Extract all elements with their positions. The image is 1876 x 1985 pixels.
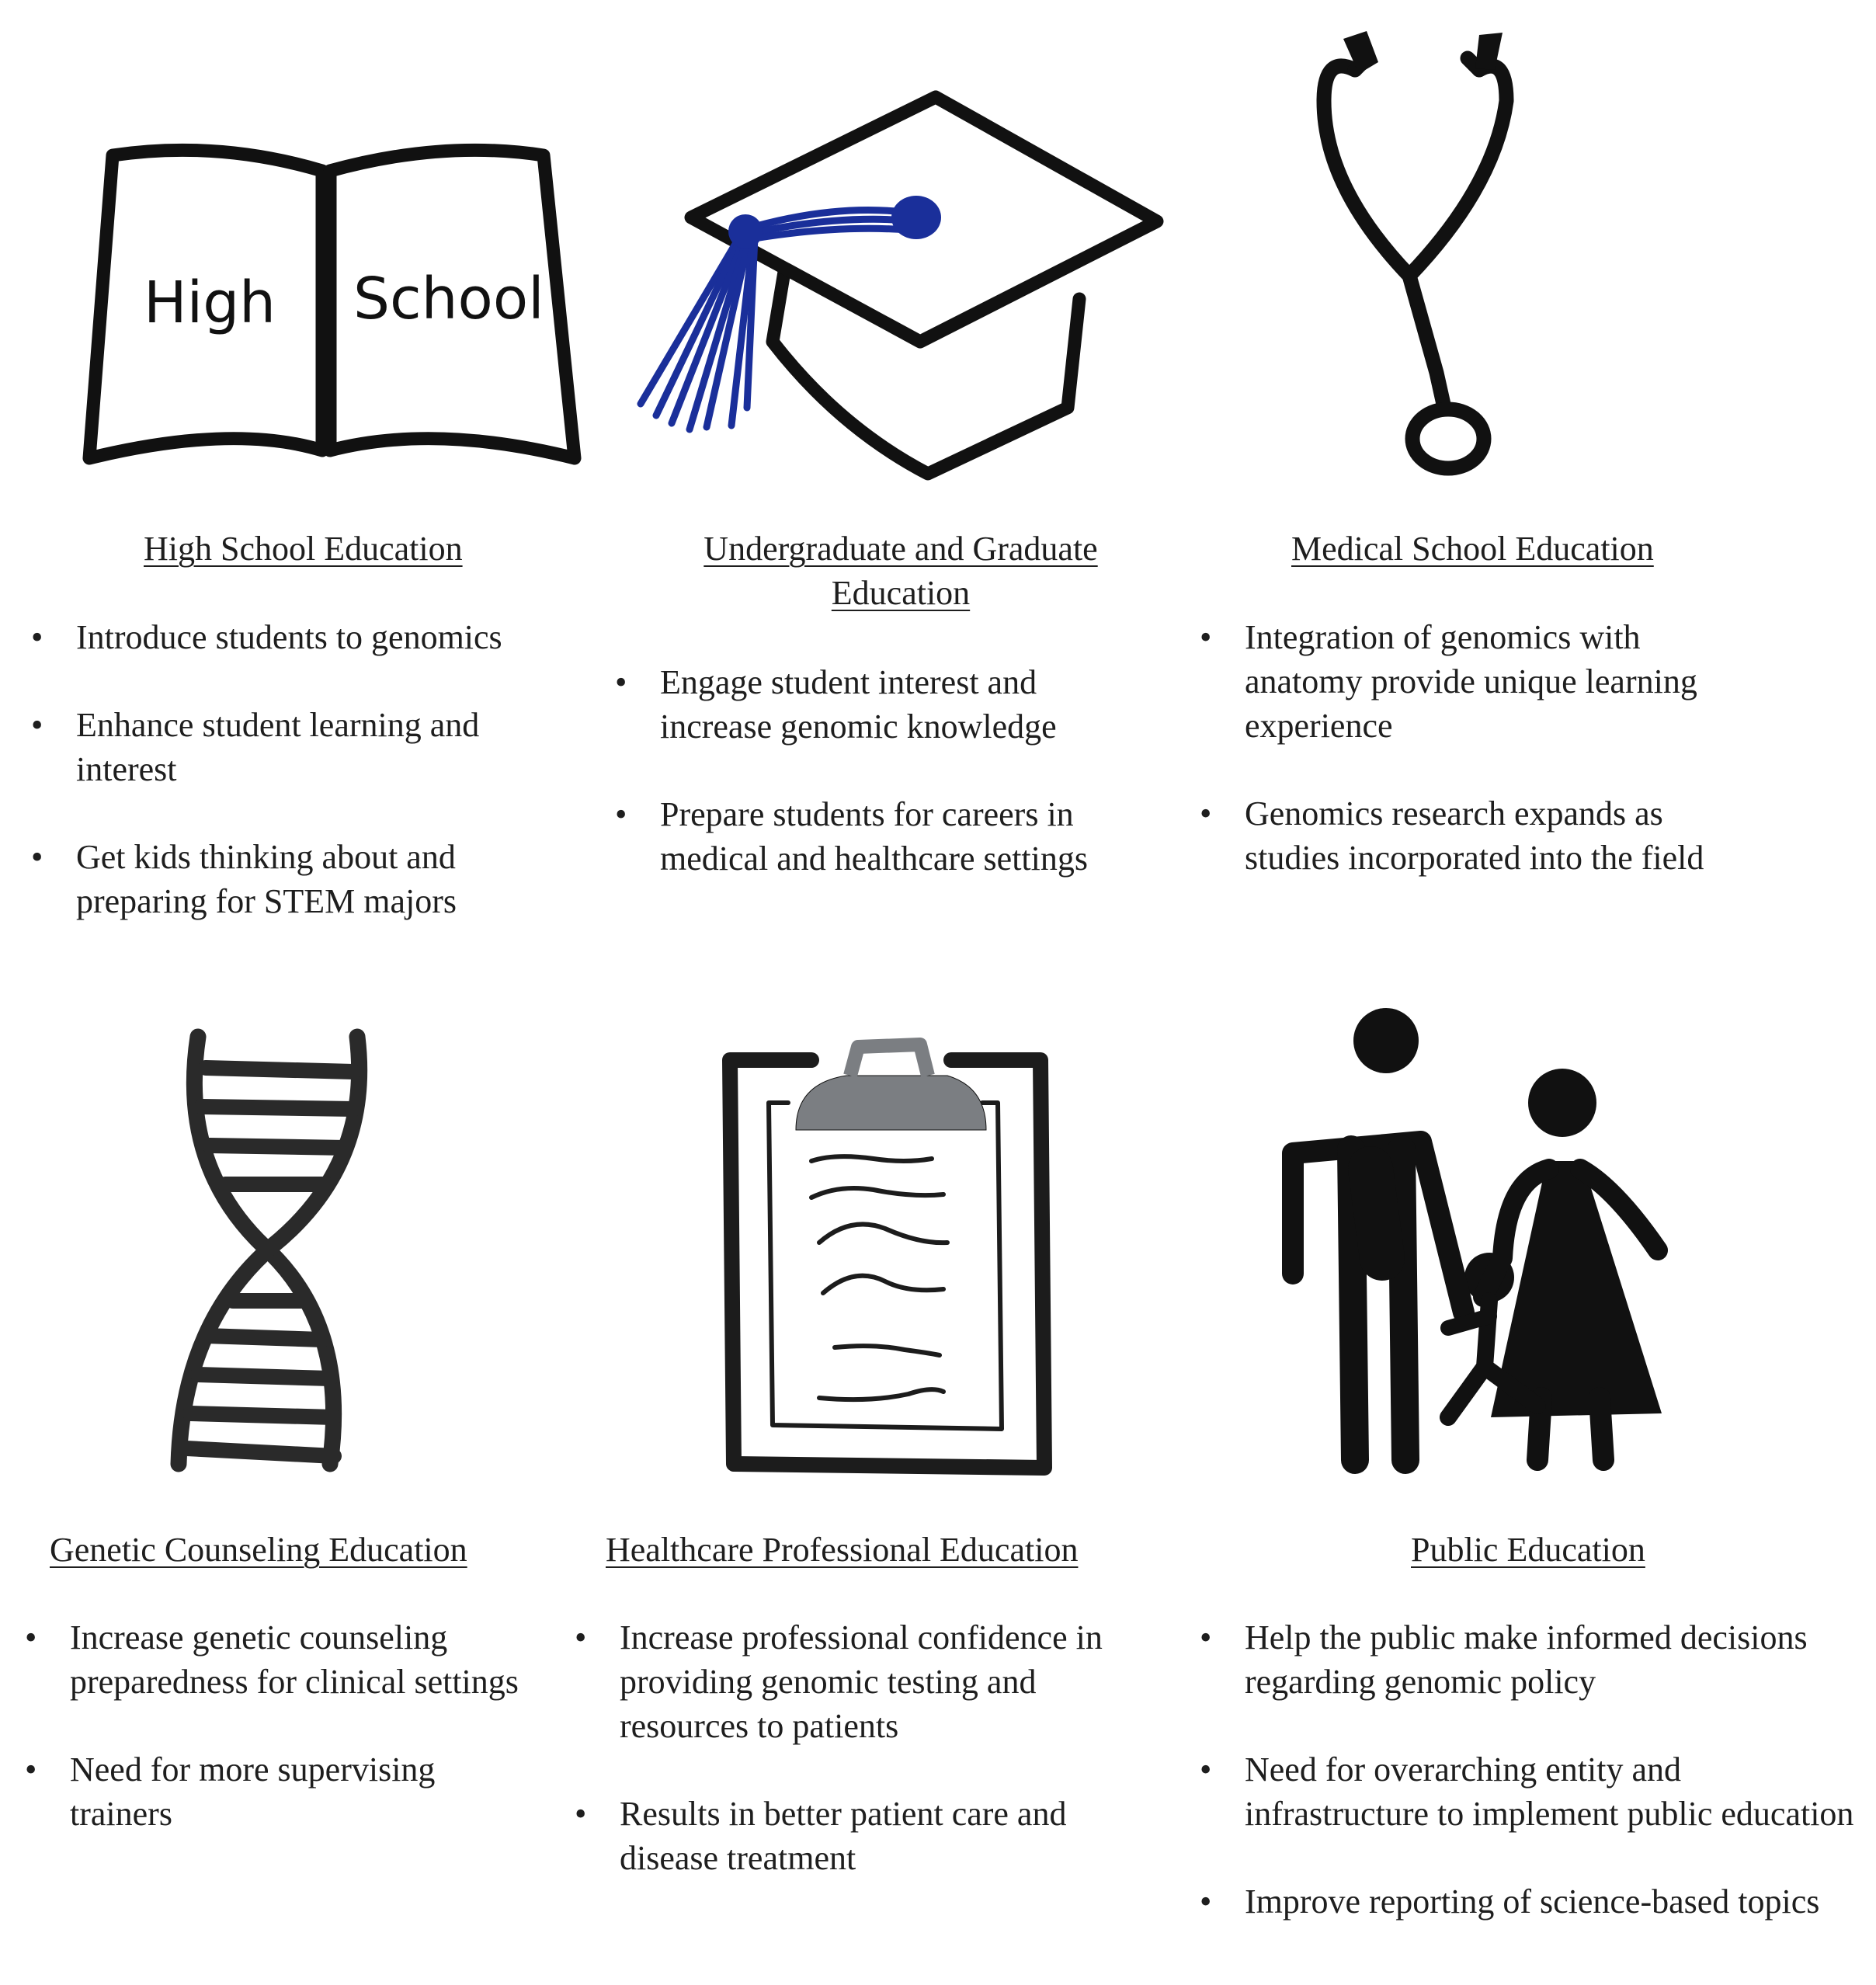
panel-title-healthcare-professional: Healthcare Professional Education [606,1531,1079,1569]
list-item: • Increase genetic counseling preparedness for clinical settings [25,1615,537,1704]
list-item: • Engage student interest and increase genomic knowledge [615,660,1151,749]
list-item: • Prepare students for careers in medical and healthcare settings [615,792,1151,881]
panel-title-undergraduate: Undergraduate and Graduate Education [704,530,1098,612]
list-item: • Genomics research expands as studies incorporated into the field [1200,791,1759,880]
stethoscope-icon [1281,16,1576,489]
panel-title-genetic-counseling: Genetic Counseling Education [50,1531,467,1569]
list-item: • Help the public make informed decisions regarding genomic policy [1200,1615,1867,1704]
list-item: • Need for overarching entity and infrastructure to implement public education [1200,1747,1867,1836]
graduation-cap-icon [629,85,1172,489]
list-item: • Need for more supervising trainers [25,1747,537,1836]
bullet-list-high-school [31,615,575,967]
dna-helix-icon [155,1010,388,1483]
bullet-list-genetic-counseling [25,1615,537,1879]
list-item: • Enhance student learning and interest [31,703,575,791]
clipboard-icon [718,1025,1060,1491]
list-item: • Results in better patient care and disease treatment [575,1792,1165,1880]
family-icon [1281,1002,1739,1499]
book-word-high: High [144,269,276,336]
book-word-school: School [353,266,544,332]
panel-title-medical-school: Medical School Education [1291,530,1654,568]
list-item: • Increase professional confidence in providing genomic testing and resources to patients [575,1615,1165,1748]
list-item: • Introduce students to genomics [31,615,575,659]
list-item: • Improve reporting of science-based topics [1200,1879,1867,1924]
bullet-list-public [1200,1615,1867,1967]
bullet-list-medical-school [1200,615,1759,923]
panel-title-public: Public Education [1411,1531,1645,1569]
list-item: • Integration of genomics with anatomy provide unique learning experience [1200,615,1759,748]
bullet-list-undergraduate [615,660,1151,924]
list-item: • Get kids thinking about and preparing for STEM majors [31,835,575,923]
panel-title-high-school: High School Education [144,530,463,568]
bullet-list-healthcare-professional [575,1615,1165,1924]
open-book-icon [78,132,590,474]
